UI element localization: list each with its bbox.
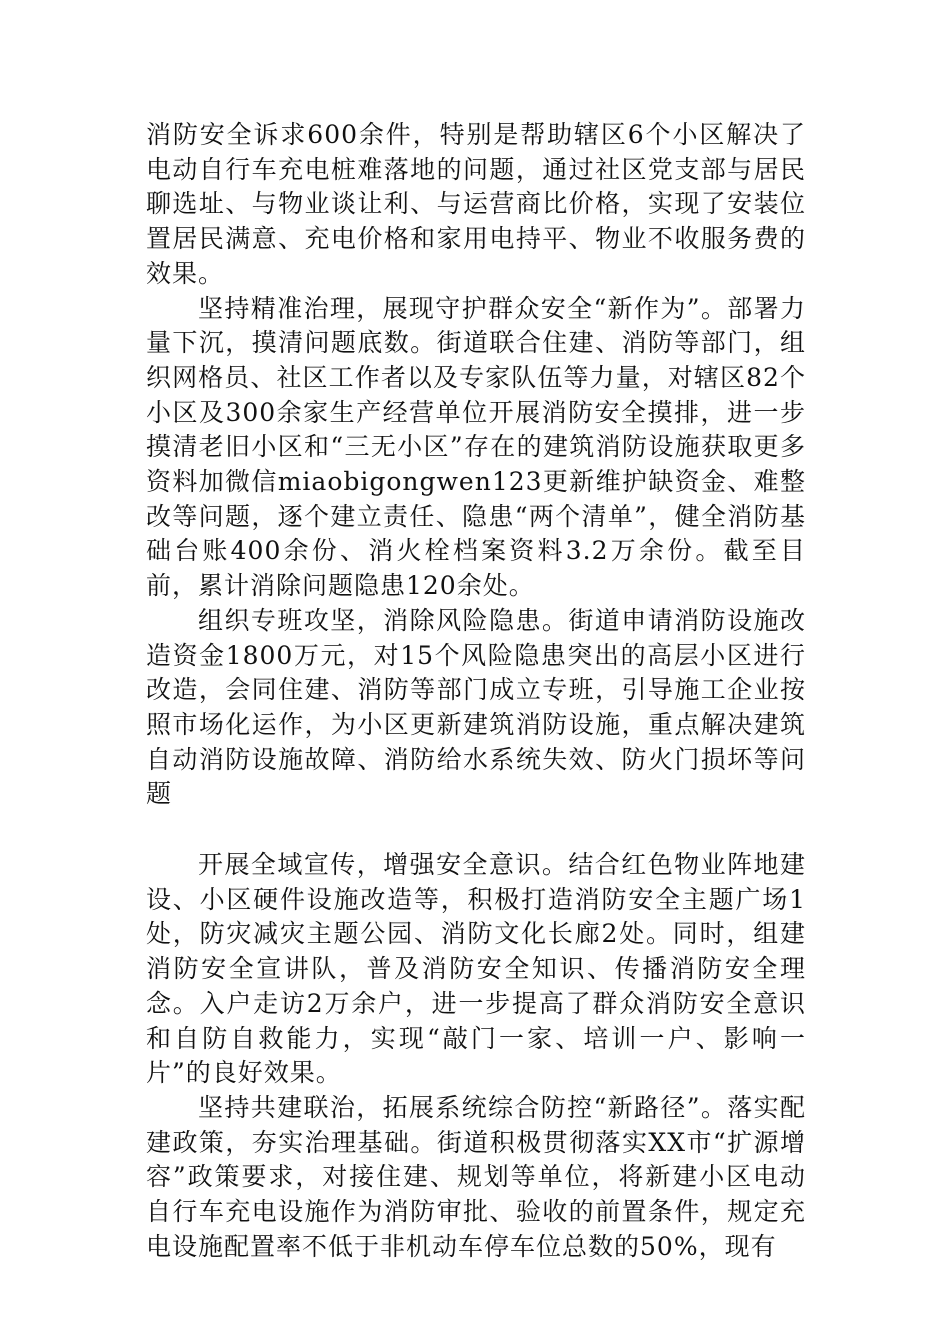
paragraph-special-task-force: 组织专班攻坚，消除风险隐患。街道申请消防设施改造资金1800万元，对15个风险隐患突出的高层小区进行改造，会同住建、消防等部门成立专班，引导施工企业按照市场化运作，为小区更新建筑消防设施，重点解决建筑自动消防设施故障、消防给水系统失效、防火门损坏等问题 [146,605,806,809]
paragraph-joint-governance: 坚持共建联治，拓展系统综合防控“新路径”。落实配建政策，夯实治理基础。街道积极贯彻落实XX市“扩源增容”政策要求，对接住建、规划等单位，将新建小区电动自行车充电设施作为消防审批、验收的前置条件，规定充电设施配置率不低于非机动车停车位总数的50%，现有 [146,1092,806,1261]
paragraph-precise-governance: 坚持精准治理，展现守护群众安全“新作为”。部署力量下沉，摸清问题底数。街道联合住建、消防等部门，组织网格员、社区工作者以及专家队伍等力量，对辖区82个小区及300余家生产经营单位开展消防安全摸排，进一步摸清老旧小区和“三无小区”存在的建筑消防设施获取更多资料加微信miaobigongwen123更新维护缺资金、难整改等问题，逐个建立责任、隐患“两个清单”，健全消防基础台账400余份、消火栓档案资料3.2万余份。截至目前，累计消除问题隐患120余处。 [146,293,806,601]
paragraph-charging-results: 消防安全诉求600余件，特别是帮助辖区6个小区解决了电动自行车充电桩难落地的问题，通过社区党支部与居民聊选址、与物业谈让利、与运营商比价格，实现了安装位置居民满意、充电价格和家用电持平、物业不收服务费的效果。 [146,120,806,288]
paragraph-publicity: 开展全域宣传，增强安全意识。结合红色物业阵地建设、小区硬件设施改造等，积极打造消防安全主题广场1处，防灾减灾主题公园、消防文化长廊2处。同时，组建消防安全宣讲队，普及消防安全知识、传播消防安全理念。入户走访2万余户，进一步提高了群众消防安全意识和自防自救能力，实现“敲门一家、培训一户、影响一片”的良好效果。 [146,850,806,1088]
paragraph-gap [146,812,806,848]
document-page [146,118,806,1265]
